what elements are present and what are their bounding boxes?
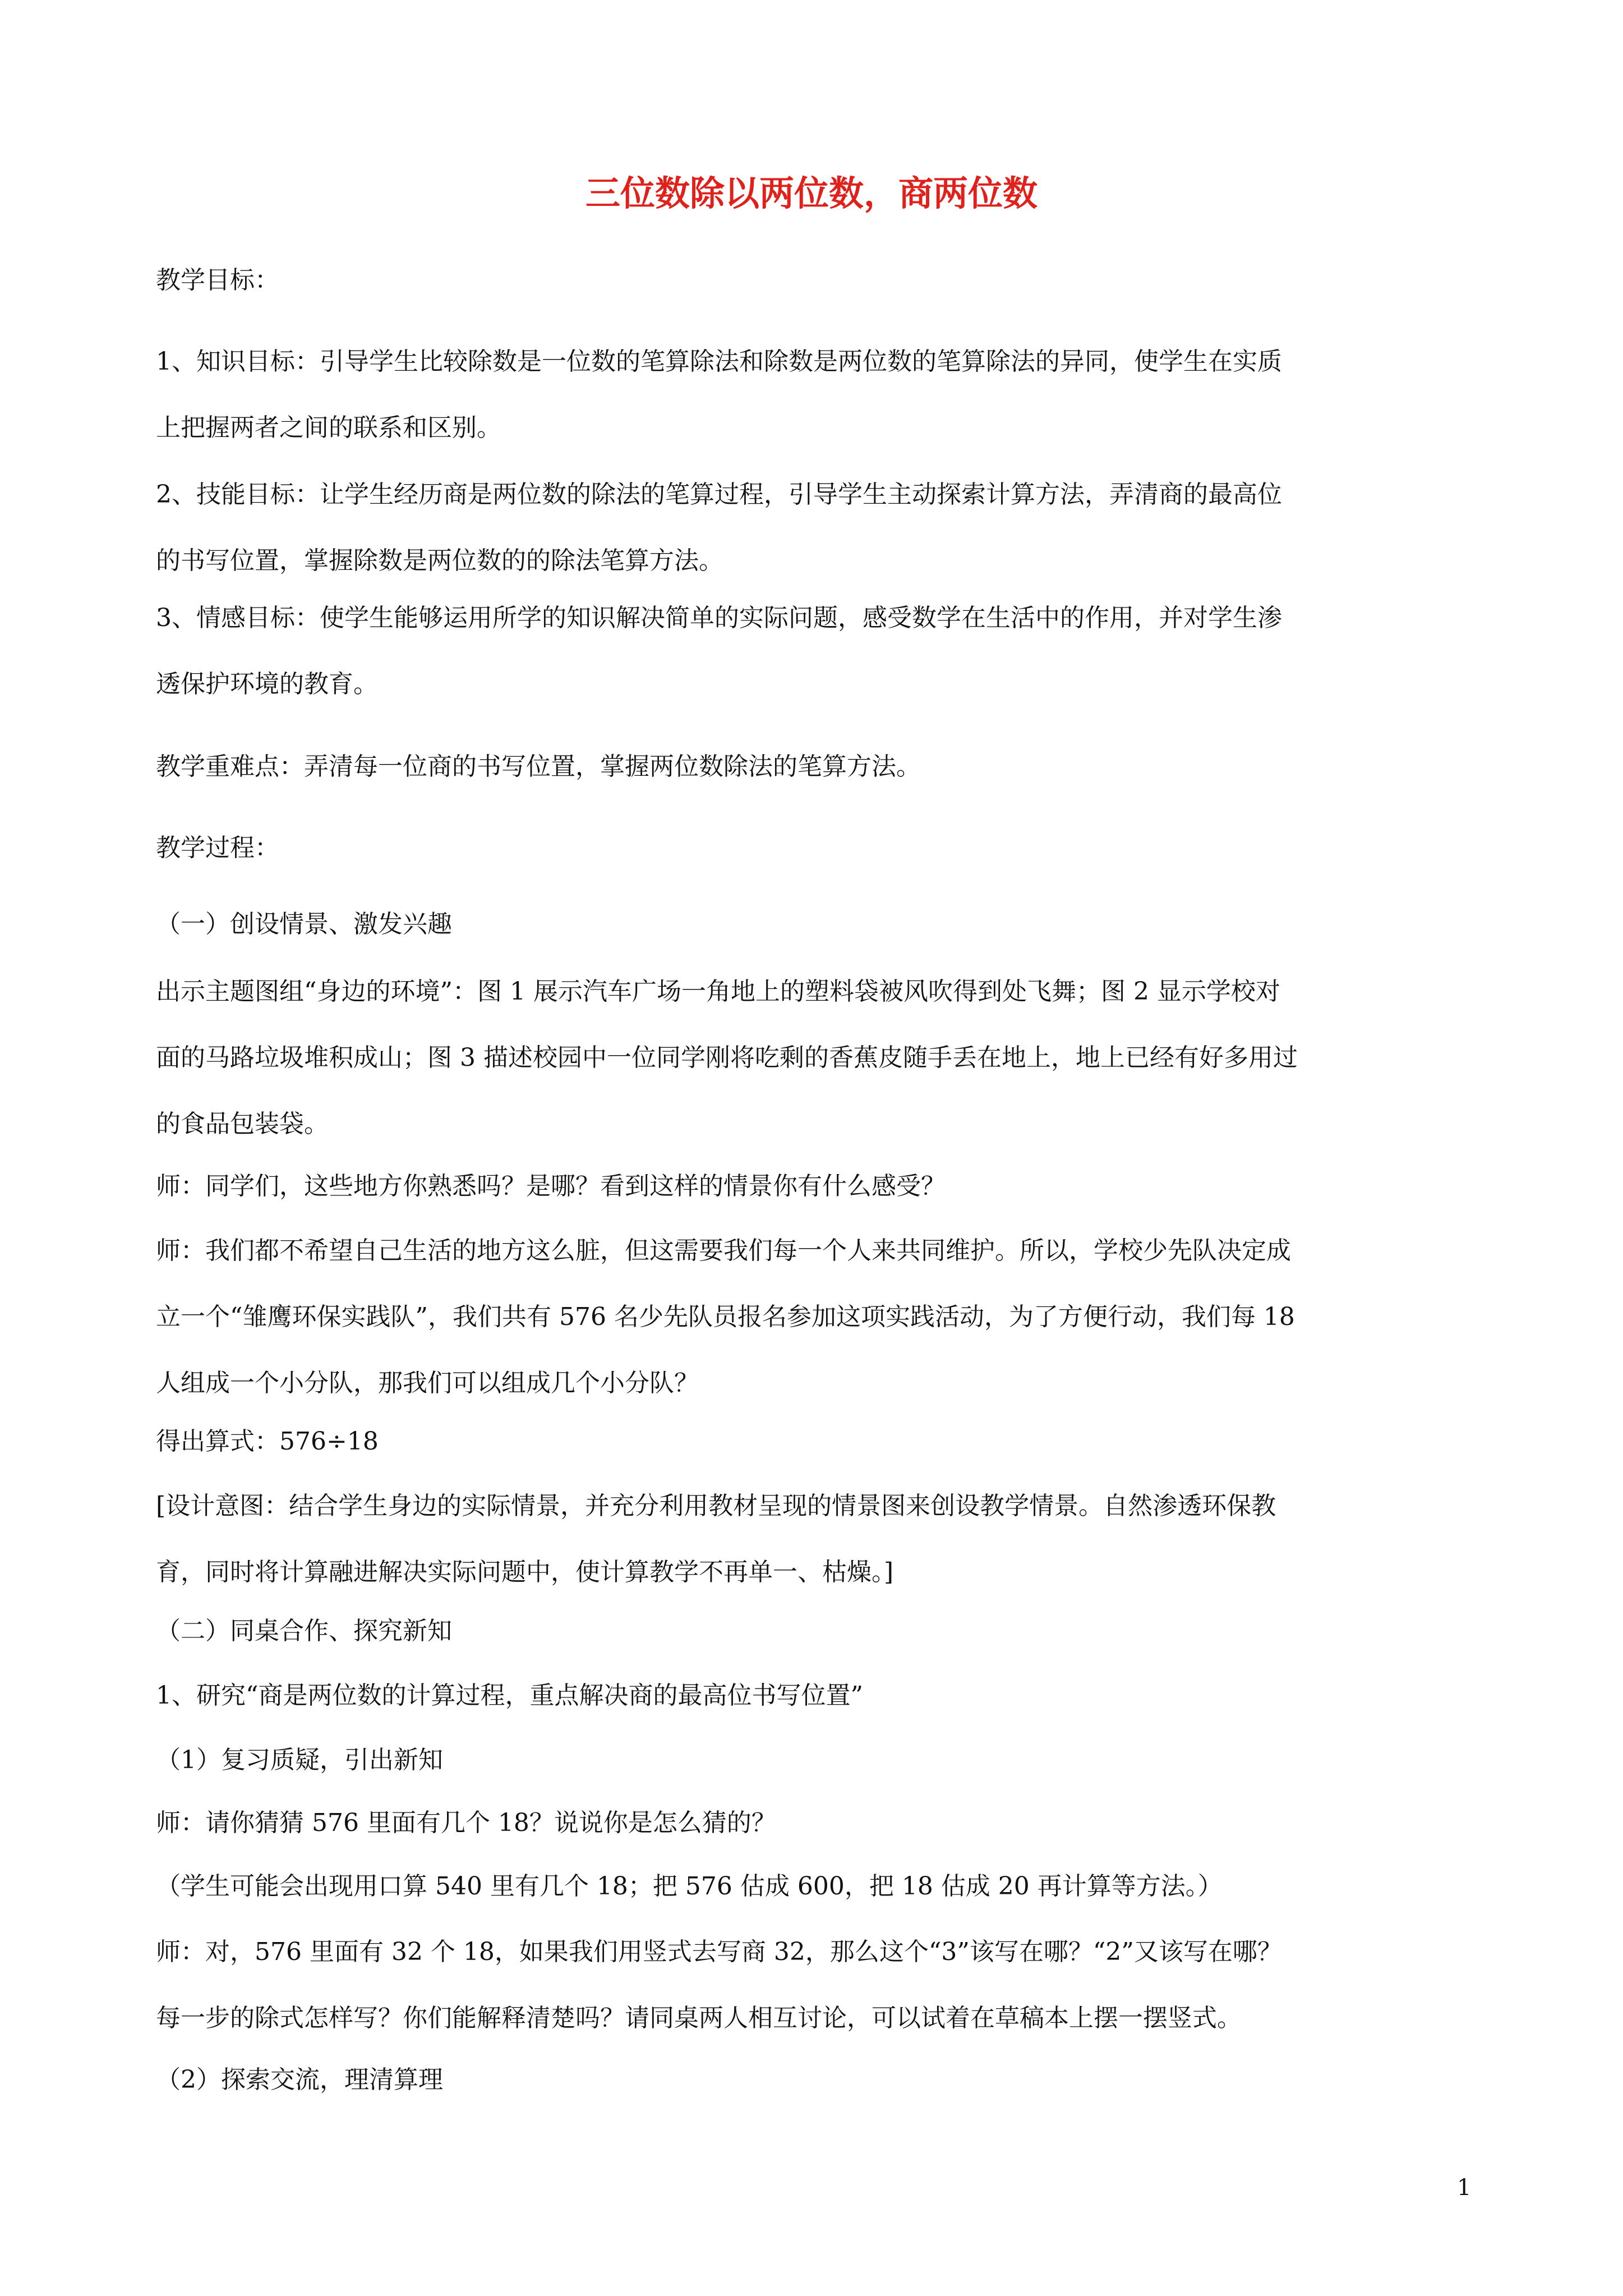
paragraph-line: 师：我们都不希望自己生活的地方这么脏，但这需要我们每一个人来共同维护。所以，学校少先队决定成	[156, 1236, 1291, 1265]
teacher-explain-paragraph	[156, 1935, 1468, 2035]
paragraph-line: 人组成一个小分队，那我们可以组成几个小分队？	[156, 1369, 699, 1397]
paragraph-line: 面的马路垃圾堆积成山；图 3 描述校园中一位同学刚将吃剩的香蕉皮随手丢在地上，地上已经有好多用过	[156, 1043, 1298, 1072]
paragraph-line: 2、技能目标：让学生经历商是两位数的除法的笔算过程，引导学生主动探索计算方法，弄清商的最高位	[156, 480, 1282, 509]
paragraph-line: 1、知识目标：引导学生比较除数是一位数的笔算除法和除数是两位数的笔算除法的异同，使学生在实质	[156, 347, 1282, 376]
paragraph-line: 上把握两者之间的联系和区别。	[156, 413, 501, 442]
section-one-heading: （一）创设情景、激发兴趣	[156, 910, 452, 938]
paragraph-line: 透保护环境的教育。	[156, 670, 378, 698]
paragraph-line: [设计意图：结合学生身边的实际情景，并充分利用教材呈现的情景图来创设教学情景。自然渗透环保教	[156, 1492, 1276, 1520]
study-one-line: 1、研究“商是两位数的计算过程，重点解决商的最高位书写位置”	[156, 1681, 863, 1710]
page-number: 1	[1457, 2175, 1472, 2201]
scene-description-paragraph	[156, 975, 1468, 1141]
student-methods-line: （学生可能会出现用口算 540 里有几个 18；把 576 估成 600，把 18 估成 20 再计算等方法。）	[156, 1872, 1223, 1901]
paragraph-line: 师：对，576 里面有 32 个 18，如果我们用竖式去写商 32，那么这个“3”该写在哪？“2”又该写在哪？	[156, 1938, 1282, 1966]
paragraph-line: 3、情感目标：使学生能够运用所学的知识解决简单的实际问题，感受数学在生活中的作用，并对学生渗	[156, 604, 1282, 632]
paragraph-line: 每一步的除式怎样写？你们能解释清楚吗？请同桌两人相互讨论，可以试着在草稿本上摆一摆竖式。	[156, 2004, 1242, 2032]
goal-emotion-paragraph	[156, 601, 1468, 701]
key-points-line: 教学重难点：弄清每一位商的书写位置，掌握两位数除法的笔算方法。	[156, 752, 921, 781]
paragraph-line: 的书写位置，掌握除数是两位数的的除法笔算方法。	[156, 546, 723, 575]
goal-knowledge-paragraph	[156, 345, 1468, 445]
paragraph-line: 的食品包装袋。	[156, 1110, 329, 1138]
paragraph-line: 立一个“雏鹰环保实践队”，我们共有 576 名少先队员报名参加这项实践活动，为了方便行动，我们每 18	[156, 1303, 1295, 1331]
formula-line: 得出算式：576÷18	[156, 1427, 379, 1456]
teacher-question-line: 师：同学们，这些地方你熟悉吗？是哪？看到这样的情景你有什么感受？	[156, 1172, 946, 1200]
document-title: 三位数除以两位数，商两位数	[585, 173, 1038, 214]
section-two-heading: （二）同桌合作、探究新知	[156, 1617, 452, 1645]
teacher-guess-line: 师：请你猜猜 576 里面有几个 18？说说你是怎么猜的？	[156, 1809, 776, 1837]
heading-teaching-process: 教学过程：	[156, 834, 279, 862]
subsection-one-heading: （1）复习质疑，引出新知	[156, 1746, 443, 1774]
paragraph-line: 育，同时将计算融进解决实际问题中，使计算教学不再单一、枯燥。]	[156, 1558, 894, 1586]
goal-skill-paragraph	[156, 478, 1468, 578]
design-intent-paragraph	[156, 1489, 1468, 1589]
paragraph-line: 出示主题图组“身边的环境”：图 1 展示汽车广场一角地上的塑料袋被风吹得到处飞舞；图 2 显示学校对	[156, 977, 1280, 1006]
subsection-two-heading: （2）探索交流，理清算理	[156, 2065, 443, 2094]
teacher-story-paragraph	[156, 1234, 1468, 1400]
heading-teaching-goals: 教学目标：	[156, 266, 279, 295]
